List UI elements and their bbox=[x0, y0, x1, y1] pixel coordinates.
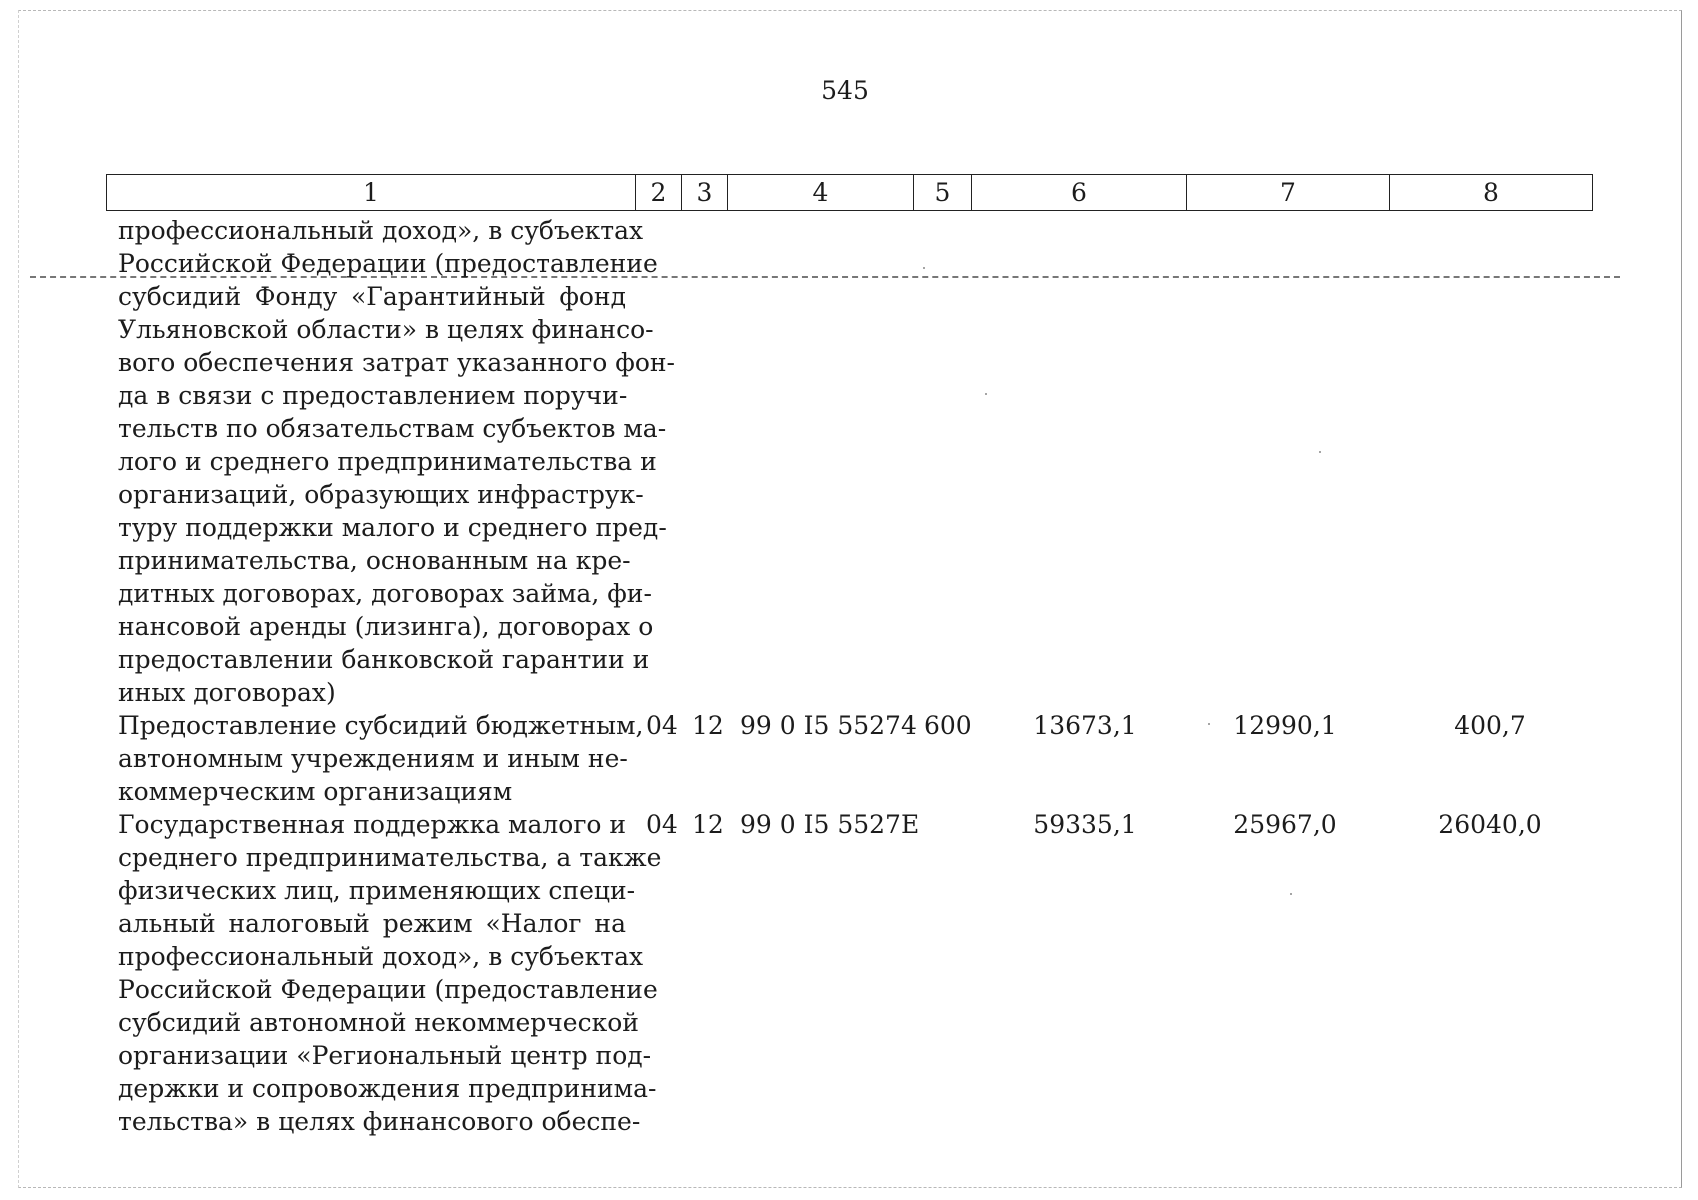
description-line: профессиональный доход», в субъектах bbox=[118, 216, 644, 245]
scan-speck bbox=[985, 393, 987, 395]
description-line: Российской Федерации (предоставление bbox=[118, 249, 658, 278]
description-line: предоставлении банковской гарантии и bbox=[118, 645, 650, 674]
target-article-code: 99 0 I5 5527E bbox=[740, 810, 920, 839]
description-line: тельства» в целях финансового обеспе- bbox=[118, 1107, 641, 1136]
column-header-table bbox=[106, 174, 1593, 211]
description-line: туру поддержки малого и среднего пред- bbox=[118, 513, 667, 542]
column-header-2: 2 bbox=[636, 175, 682, 211]
description-line: иных договорах) bbox=[118, 678, 336, 707]
description-line: нансовой аренды (лизинга), договорах о bbox=[118, 612, 654, 641]
row-description bbox=[118, 709, 644, 808]
description-line: вого обеспечения затрат указанного фон- bbox=[118, 348, 675, 377]
amount-column-7: 12990,1 bbox=[1233, 711, 1337, 740]
column-header-3: 3 bbox=[682, 175, 728, 211]
description-line: Ульяновской области» в целях финансо- bbox=[118, 315, 654, 344]
expense-type-code: 600 bbox=[924, 711, 972, 740]
section-code: 04 bbox=[646, 810, 678, 839]
description-line: Предоставление субсидий бюджетным, bbox=[118, 711, 644, 740]
description-line: физических лиц, применяющих специ- bbox=[118, 876, 636, 905]
column-header-4: 4 bbox=[728, 175, 914, 211]
column-header-8: 8 bbox=[1390, 175, 1593, 211]
description-line: коммерческим организациям bbox=[118, 777, 513, 806]
description-line: дитных договорах, договорах займа, фи- bbox=[118, 579, 652, 608]
description-line: держки и сопровождения предпринима- bbox=[118, 1074, 657, 1103]
description-line: автономным учреждениям и иным не- bbox=[118, 744, 628, 773]
column-header-row bbox=[107, 175, 1593, 211]
description-line: субсидий Фонду «Гарантийный фонд bbox=[118, 282, 626, 311]
scan-speck bbox=[1208, 723, 1210, 725]
scan-speck bbox=[923, 267, 925, 269]
page-number: 545 bbox=[821, 76, 869, 105]
target-article-code: 99 0 I5 55274 bbox=[740, 711, 917, 740]
subsection-code: 12 bbox=[692, 711, 724, 740]
row-description bbox=[118, 214, 675, 709]
column-header-1: 1 bbox=[107, 175, 636, 211]
scan-speck bbox=[1290, 893, 1292, 895]
description-line: организации «Региональный центр под- bbox=[118, 1041, 652, 1070]
description-line: среднего предпринимательства, а также bbox=[118, 843, 662, 872]
column-header-6: 6 bbox=[972, 175, 1187, 211]
amount-column-8: 26040,0 bbox=[1438, 810, 1542, 839]
description-line: тельств по обязательствам субъектов ма- bbox=[118, 414, 667, 443]
amount-column-6: 13673,1 bbox=[1033, 711, 1137, 740]
description-line: принимательства, основанным на кре- bbox=[118, 546, 631, 575]
description-line: Российской Федерации (предоставление bbox=[118, 975, 658, 1004]
amount-column-8: 400,7 bbox=[1454, 711, 1526, 740]
column-header-5: 5 bbox=[914, 175, 972, 211]
description-line: организаций, образующих инфраструк- bbox=[118, 480, 644, 509]
column-header-7: 7 bbox=[1187, 175, 1390, 211]
section-code: 04 bbox=[646, 711, 678, 740]
description-line: профессиональный доход», в субъектах bbox=[118, 942, 644, 971]
description-line: альный налоговый режим «Налог на bbox=[118, 909, 626, 938]
amount-column-7: 25967,0 bbox=[1233, 810, 1337, 839]
description-line: Государственная поддержка малого и bbox=[118, 810, 627, 839]
description-line: субсидий автономной некоммерческой bbox=[118, 1008, 639, 1037]
subsection-code: 12 bbox=[692, 810, 724, 839]
description-line: лого и среднего предпринимательства и bbox=[118, 447, 657, 476]
scan-speck bbox=[1319, 451, 1321, 453]
description-line: да в связи с предоставлением поручи- bbox=[118, 381, 628, 410]
amount-column-6: 59335,1 bbox=[1033, 810, 1137, 839]
